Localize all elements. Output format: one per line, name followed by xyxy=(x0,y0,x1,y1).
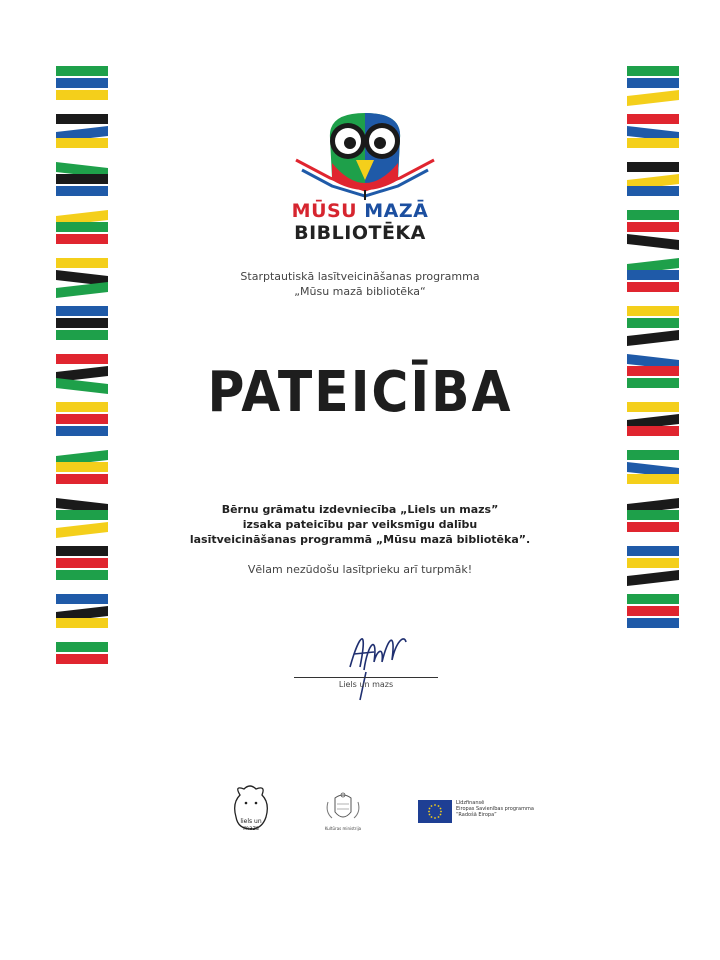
stripe-segment xyxy=(56,174,108,184)
svg-text:liels un: liels un xyxy=(240,818,262,825)
right-stripe-border xyxy=(627,66,679,900)
stripe-segment xyxy=(627,78,679,88)
stripe-segment xyxy=(56,474,108,484)
eu-funding-text xyxy=(456,800,534,818)
eu-flag xyxy=(418,800,452,823)
signature-line xyxy=(294,677,438,678)
stripe-segment xyxy=(56,78,108,88)
certificate-title: PATEICĪBA xyxy=(207,360,513,425)
stripe-segment xyxy=(627,306,679,316)
brand-line-2: BIBLIOTĒKA xyxy=(294,222,426,244)
signature-label: Liels un mazs xyxy=(338,680,394,689)
stripe-segment xyxy=(627,606,679,616)
stripe-segment xyxy=(627,450,679,460)
stripe-segment xyxy=(56,618,108,628)
stripe-segment xyxy=(627,186,679,196)
brand-word-1: MŪSU xyxy=(291,200,358,222)
stripe-segment xyxy=(56,90,108,100)
stripe-segment xyxy=(56,546,108,556)
stripe-segment xyxy=(56,654,108,664)
owl-book-logo xyxy=(290,108,440,203)
stripe-segment xyxy=(56,138,108,148)
stripe-segment xyxy=(627,162,679,172)
svg-text:mazs: mazs xyxy=(243,825,259,832)
stripe-segment xyxy=(56,258,108,268)
stripe-segment xyxy=(627,474,679,484)
stripe-segment xyxy=(56,186,108,196)
stripe-segment xyxy=(627,138,679,148)
program-line-1: Starptautiskā lasītveicināšanas programma xyxy=(240,270,480,283)
stripe-segment xyxy=(56,114,108,124)
stripe-segment xyxy=(56,426,108,436)
stripe-segment xyxy=(56,66,108,76)
stripe-segment xyxy=(627,66,679,76)
stripe-segment xyxy=(627,330,679,346)
stripe-segment xyxy=(627,114,679,124)
wish-text: Vēlam nezūdošu lasītprieku arī turpmāk! xyxy=(247,563,473,576)
stripe-segment xyxy=(56,306,108,316)
stripe-segment xyxy=(56,318,108,328)
stripe-segment xyxy=(56,594,108,604)
eu-text-line-1: Līdzfinansē xyxy=(456,800,485,806)
ministry-label: Kultūras ministrija xyxy=(324,826,362,831)
brand-word-2: MAZĀ xyxy=(364,200,429,222)
body-line-3: lasītveicināšanas programmā „Mūsu mazā bibliotēka”. xyxy=(189,533,531,546)
stripe-segment xyxy=(627,426,679,436)
stripe-segment xyxy=(627,318,679,328)
program-line-2: „Mūsu mazā bibliotēka“ xyxy=(294,285,426,298)
stripe-segment xyxy=(56,462,108,472)
brand-line-1 xyxy=(0,200,720,222)
stripe-segment xyxy=(56,330,108,340)
stripe-segment xyxy=(627,618,679,628)
stripe-segment xyxy=(56,642,108,652)
eu-text-line-2: Eiropas Savienības programma xyxy=(456,806,534,812)
body-line-2: izsaka pateicību par veiksmīgu dalību xyxy=(242,518,478,531)
body-line-1: Bērnu grāmatu izdevniecība „Liels un mazs” xyxy=(221,503,499,516)
left-stripe-border xyxy=(56,66,108,900)
eu-text-line-3: “Radošā Eiropa” xyxy=(456,812,497,818)
stripe-segment xyxy=(627,90,679,106)
stripe-segment xyxy=(627,594,679,604)
publisher-logo xyxy=(226,783,276,833)
stripe-segment xyxy=(627,546,679,556)
